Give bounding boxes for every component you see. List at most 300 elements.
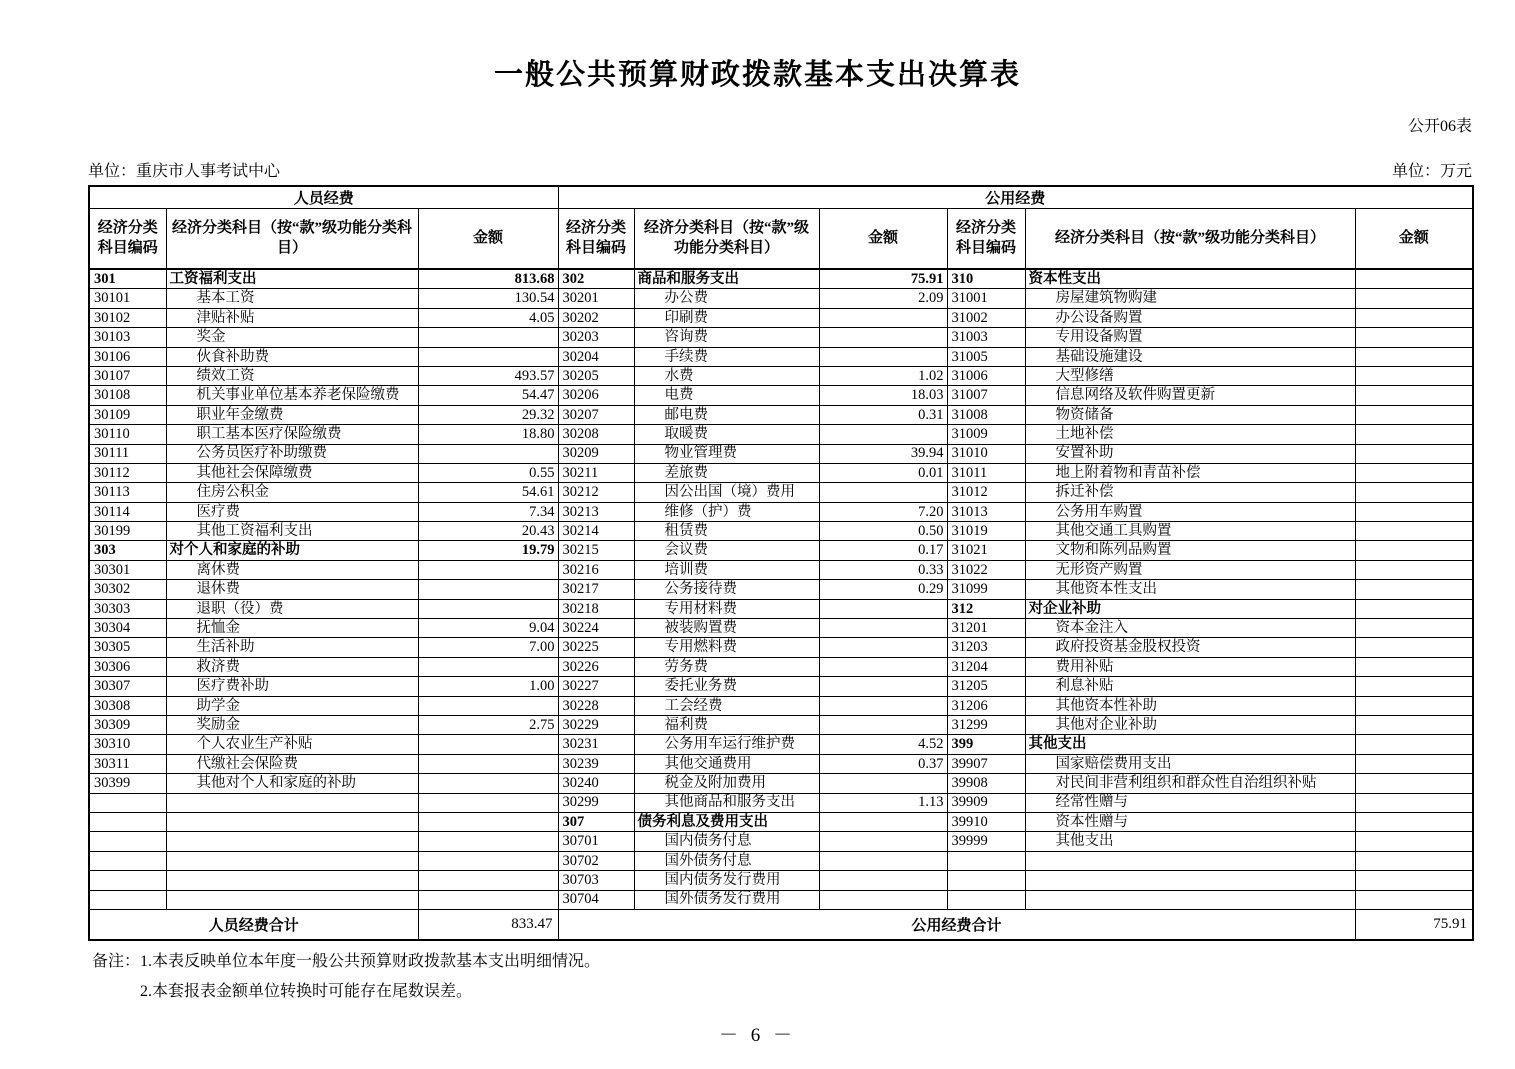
- amount-cell: 29.32: [418, 405, 558, 424]
- amount-cell: [1355, 347, 1473, 366]
- code-cell: 30399: [89, 774, 166, 793]
- amount-cell: [1355, 405, 1473, 424]
- table-row: [89, 619, 1473, 638]
- subject-cell: 公务用车购置: [1025, 502, 1355, 521]
- amount-cell: [819, 890, 947, 909]
- amount-cell: 39.94: [819, 444, 947, 463]
- amount-cell: [1355, 463, 1473, 482]
- code-cell: 30225: [558, 638, 634, 657]
- code-cell: 39909: [947, 793, 1025, 812]
- subject-cell: 奖励金: [166, 715, 418, 734]
- amount-cell: [418, 657, 558, 676]
- code-cell: 31010: [947, 444, 1025, 463]
- subject-cell: 其他商品和服务支出: [634, 793, 819, 812]
- amount-cell: [1355, 890, 1473, 909]
- table-row: [89, 328, 1473, 347]
- subject-cell: 经常性赠与: [1025, 793, 1355, 812]
- subject-cell: 资本性赠与: [1025, 812, 1355, 831]
- meta-row: [88, 158, 1472, 181]
- subject-cell: 公务员医疗补助缴费: [166, 444, 418, 463]
- subject-cell: 大型修缮: [1025, 366, 1355, 385]
- subject-cell: 住房公积金: [166, 483, 418, 502]
- code-cell: 31201: [947, 619, 1025, 638]
- subject-cell: 物业管理费: [634, 444, 819, 463]
- amount-cell: [418, 560, 558, 579]
- amount-cell: 19.79: [418, 541, 558, 560]
- table-row: [89, 696, 1473, 715]
- subject-cell: 地上附着物和青苗补偿: [1025, 463, 1355, 482]
- subject-cell: 救济费: [166, 657, 418, 676]
- code-cell: 30240: [558, 774, 634, 793]
- code-cell: 31006: [947, 366, 1025, 385]
- subject-cell: 国外债务付息: [634, 851, 819, 870]
- subject-cell: 医疗费补助: [166, 677, 418, 696]
- page-number: － 6 －: [718, 1025, 796, 1046]
- col-header-amount-1: 金额: [418, 209, 558, 270]
- subject-cell: [166, 832, 418, 851]
- code-cell: 30203: [558, 328, 634, 347]
- amount-cell: 4.05: [418, 308, 558, 327]
- amount-cell: [1355, 366, 1473, 385]
- subject-cell: 生活补助: [166, 638, 418, 657]
- subject-cell: 安置补助: [1025, 444, 1355, 463]
- table-row: [89, 425, 1473, 444]
- amount-cell: 2.75: [418, 715, 558, 734]
- subject-cell: 商品和服务支出: [634, 269, 819, 289]
- subject-cell: 其他对个人和家庭的补助: [166, 774, 418, 793]
- amount-cell: [819, 638, 947, 657]
- code-cell: 31206: [947, 696, 1025, 715]
- code-cell: [947, 890, 1025, 909]
- table-row: [89, 502, 1473, 521]
- amount-cell: [418, 774, 558, 793]
- code-cell: 30201: [558, 289, 634, 308]
- code-cell: 30107: [89, 366, 166, 385]
- amount-cell: [819, 851, 947, 870]
- table-row: [89, 405, 1473, 424]
- amount-cell: 0.29: [819, 580, 947, 599]
- subject-cell: 其他交通工具购置: [1025, 522, 1355, 541]
- code-cell: 30309: [89, 715, 166, 734]
- amount-cell: [418, 347, 558, 366]
- amount-cell: [819, 812, 947, 831]
- code-cell: 30112: [89, 463, 166, 482]
- code-cell: 30109: [89, 405, 166, 424]
- amount-cell: [1355, 502, 1473, 521]
- code-cell: 30229: [558, 715, 634, 734]
- amount-cell: 1.13: [819, 793, 947, 812]
- code-cell: 30114: [89, 502, 166, 521]
- amount-cell: [819, 599, 947, 618]
- amount-cell: 1.02: [819, 366, 947, 385]
- table-row: [89, 890, 1473, 909]
- code-cell: 30228: [558, 696, 634, 715]
- amount-cell: [1355, 541, 1473, 560]
- table-row: [89, 463, 1473, 482]
- subject-cell: 其他工资福利支出: [166, 522, 418, 541]
- code-cell: 30209: [558, 444, 634, 463]
- code-cell: 30701: [558, 832, 634, 851]
- subject-cell: 其他资本性支出: [1025, 580, 1355, 599]
- col-header-name-2: 经济分类科目（按“款”级功能分类科目）: [634, 209, 819, 270]
- subject-cell: 其他资本性补助: [1025, 696, 1355, 715]
- amount-cell: [418, 754, 558, 773]
- amount-cell: [418, 599, 558, 618]
- table-body: [89, 269, 1473, 909]
- code-cell: [89, 890, 166, 909]
- public-total-label: 公用经费合计: [558, 909, 1355, 940]
- amount-cell: [1355, 522, 1473, 541]
- table-row: [89, 289, 1473, 308]
- subject-cell: 退职（役）费: [166, 599, 418, 618]
- personnel-total-label: 人员经费合计: [89, 909, 418, 940]
- amount-cell: [1355, 657, 1473, 676]
- amount-cell: 130.54: [418, 289, 558, 308]
- amount-cell: 0.17: [819, 541, 947, 560]
- subject-cell: 咨询费: [634, 328, 819, 347]
- subject-cell: 被装购置费: [634, 619, 819, 638]
- code-cell: 31299: [947, 715, 1025, 734]
- code-cell: 30111: [89, 444, 166, 463]
- code-cell: 30305: [89, 638, 166, 657]
- subject-cell: 维修（护）费: [634, 502, 819, 521]
- subject-cell: 无形资产购置: [1025, 560, 1355, 579]
- code-cell: 39907: [947, 754, 1025, 773]
- subject-cell: 专用设备购置: [1025, 328, 1355, 347]
- code-cell: 30304: [89, 619, 166, 638]
- subject-cell: 邮电费: [634, 405, 819, 424]
- subject-cell: 差旅费: [634, 463, 819, 482]
- amount-cell: 0.31: [819, 405, 947, 424]
- amount-cell: 493.57: [418, 366, 558, 385]
- table-row: [89, 832, 1473, 851]
- table-row: [89, 812, 1473, 831]
- amount-cell: [819, 657, 947, 676]
- code-cell: 302: [558, 269, 634, 289]
- subject-cell: 职工基本医疗保险缴费: [166, 425, 418, 444]
- subject-cell: 离休费: [166, 560, 418, 579]
- amount-cell: [1355, 328, 1473, 347]
- subject-cell: 基础设施建设: [1025, 347, 1355, 366]
- note-line-2: 2.本套报表金额单位转换时可能存在尾数误差。: [140, 982, 473, 1000]
- table-row: [89, 715, 1473, 734]
- code-cell: 30106: [89, 347, 166, 366]
- code-cell: 30239: [558, 754, 634, 773]
- amount-cell: [1355, 444, 1473, 463]
- amount-cell: [1355, 483, 1473, 502]
- subject-cell: 电费: [634, 386, 819, 405]
- subject-cell: 公务接待费: [634, 580, 819, 599]
- code-cell: 30307: [89, 677, 166, 696]
- subject-cell: 对个人和家庭的补助: [166, 541, 418, 560]
- amount-cell: 7.34: [418, 502, 558, 521]
- amount-cell: 0.50: [819, 522, 947, 541]
- code-cell: 30214: [558, 522, 634, 541]
- code-cell: 30231: [558, 735, 634, 754]
- amount-cell: [1355, 308, 1473, 327]
- amount-cell: [819, 328, 947, 347]
- amount-cell: [819, 832, 947, 851]
- subject-cell: 取暖费: [634, 425, 819, 444]
- amount-cell: [418, 890, 558, 909]
- subject-cell: [166, 812, 418, 831]
- code-cell: 31203: [947, 638, 1025, 657]
- amount-cell: 2.09: [819, 289, 947, 308]
- code-cell: [947, 871, 1025, 890]
- subject-cell: 其他对企业补助: [1025, 715, 1355, 734]
- code-cell: 30204: [558, 347, 634, 366]
- subject-cell: 债务利息及费用支出: [634, 812, 819, 831]
- code-cell: 30207: [558, 405, 634, 424]
- subject-cell: 因公出国（境）费用: [634, 483, 819, 502]
- code-cell: 30217: [558, 580, 634, 599]
- code-cell: 31099: [947, 580, 1025, 599]
- subject-cell: 助学金: [166, 696, 418, 715]
- code-cell: 31011: [947, 463, 1025, 482]
- code-cell: 30103: [89, 328, 166, 347]
- table-row: [89, 444, 1473, 463]
- group-header-public: 公用经费: [558, 186, 1473, 209]
- col-header-name-1: 经济分类科目（按“款”级功能分类科目）: [166, 209, 418, 270]
- column-header-row: [89, 209, 1473, 270]
- col-header-code-3: 经济分类科目编码: [947, 209, 1025, 270]
- amount-cell: 54.47: [418, 386, 558, 405]
- subject-cell: 代缴社会保险费: [166, 754, 418, 773]
- subject-cell: 国内债务付息: [634, 832, 819, 851]
- table-row: [89, 774, 1473, 793]
- code-cell: [89, 832, 166, 851]
- code-cell: 31008: [947, 405, 1025, 424]
- expenditure-table: [88, 185, 1474, 941]
- amount-cell: [819, 871, 947, 890]
- amount-cell: [1355, 580, 1473, 599]
- table-row: [89, 754, 1473, 773]
- subject-cell: [166, 793, 418, 812]
- table-row: [89, 541, 1473, 560]
- code-cell: 31003: [947, 328, 1025, 347]
- amount-cell: [1355, 812, 1473, 831]
- code-cell: 30211: [558, 463, 634, 482]
- table-row: [89, 735, 1473, 754]
- code-cell: 30308: [89, 696, 166, 715]
- subject-cell: 其他交通费用: [634, 754, 819, 773]
- subject-cell: 物资储备: [1025, 405, 1355, 424]
- code-cell: 30302: [89, 580, 166, 599]
- code-cell: [89, 812, 166, 831]
- table-row: [89, 386, 1473, 405]
- code-cell: 30218: [558, 599, 634, 618]
- code-cell: [89, 851, 166, 870]
- table-row: [89, 580, 1473, 599]
- code-cell: 30108: [89, 386, 166, 405]
- amount-cell: [418, 832, 558, 851]
- code-cell: 30216: [558, 560, 634, 579]
- public-total-amount: 75.91: [1355, 909, 1473, 940]
- amount-cell: [1355, 754, 1473, 773]
- code-cell: 39910: [947, 812, 1025, 831]
- code-cell: 31022: [947, 560, 1025, 579]
- subject-cell: 福利费: [634, 715, 819, 734]
- subject-cell: [1025, 871, 1355, 890]
- code-cell: 399: [947, 735, 1025, 754]
- amount-cell: [418, 735, 558, 754]
- amount-cell: [819, 347, 947, 366]
- subject-cell: 培训费: [634, 560, 819, 579]
- amount-cell: 9.04: [418, 619, 558, 638]
- unit-currency: 单位：万元: [1391, 163, 1472, 180]
- totals-row: [89, 909, 1473, 940]
- table-row: [89, 522, 1473, 541]
- amount-cell: [418, 580, 558, 599]
- code-cell: 307: [558, 812, 634, 831]
- subject-cell: [1025, 851, 1355, 870]
- subject-cell: 医疗费: [166, 502, 418, 521]
- subject-cell: 国外债务发行费用: [634, 890, 819, 909]
- subject-cell: 个人农业生产补贴: [166, 735, 418, 754]
- amount-cell: [819, 425, 947, 444]
- code-cell: [89, 871, 166, 890]
- subject-cell: 租赁费: [634, 522, 819, 541]
- subject-cell: 其他社会保障缴费: [166, 463, 418, 482]
- amount-cell: [418, 851, 558, 870]
- subject-cell: 对民间非营利组织和群众性自治组织补贴: [1025, 774, 1355, 793]
- amount-cell: [1355, 638, 1473, 657]
- subject-cell: 公务用车运行维护费: [634, 735, 819, 754]
- unit-name: 单位：重庆市人事考试中心: [88, 163, 281, 180]
- subject-cell: 委托业务费: [634, 677, 819, 696]
- amount-cell: [1355, 851, 1473, 870]
- subject-cell: 拆迁补偿: [1025, 483, 1355, 502]
- subject-cell: 文物和陈列品购置: [1025, 541, 1355, 560]
- subject-cell: 退休费: [166, 580, 418, 599]
- subject-cell: 办公费: [634, 289, 819, 308]
- amount-cell: 0.55: [418, 463, 558, 482]
- code-cell: 30301: [89, 560, 166, 579]
- amount-cell: [819, 483, 947, 502]
- code-cell: 30306: [89, 657, 166, 676]
- amount-cell: [819, 619, 947, 638]
- table-row: [89, 269, 1473, 289]
- code-cell: 30215: [558, 541, 634, 560]
- amount-cell: 0.33: [819, 560, 947, 579]
- subject-cell: 其他支出: [1025, 735, 1355, 754]
- subject-cell: 工资福利支出: [166, 269, 418, 289]
- code-cell: 30311: [89, 754, 166, 773]
- code-cell: 30110: [89, 425, 166, 444]
- subject-cell: 政府投资基金股权投资: [1025, 638, 1355, 657]
- subject-cell: 水费: [634, 366, 819, 385]
- col-header-amount-3: 金额: [1355, 209, 1473, 270]
- amount-cell: 54.61: [418, 483, 558, 502]
- amount-cell: [1355, 871, 1473, 890]
- table-row: [89, 677, 1473, 696]
- code-cell: 30702: [558, 851, 634, 870]
- code-cell: 30102: [89, 308, 166, 327]
- amount-cell: [819, 715, 947, 734]
- code-cell: 31012: [947, 483, 1025, 502]
- code-cell: 31013: [947, 502, 1025, 521]
- amount-cell: [819, 774, 947, 793]
- table-row: [89, 308, 1473, 327]
- amount-cell: [418, 871, 558, 890]
- table-row: [89, 851, 1473, 870]
- table-row: [89, 347, 1473, 366]
- code-cell: 31005: [947, 347, 1025, 366]
- notes-label: 备注：: [92, 952, 141, 970]
- code-cell: 301: [89, 269, 166, 289]
- amount-cell: [418, 793, 558, 812]
- code-cell: 30303: [89, 599, 166, 618]
- subject-cell: 职业年金缴费: [166, 405, 418, 424]
- amount-cell: 813.68: [418, 269, 558, 289]
- code-cell: 30212: [558, 483, 634, 502]
- code-cell: 30213: [558, 502, 634, 521]
- table-row: [89, 483, 1473, 502]
- amount-cell: [1355, 560, 1473, 579]
- subject-cell: 费用补贴: [1025, 657, 1355, 676]
- amount-cell: [1355, 269, 1473, 289]
- subject-cell: 税金及附加费用: [634, 774, 819, 793]
- subject-cell: 资本金注入: [1025, 619, 1355, 638]
- code-cell: 30227: [558, 677, 634, 696]
- code-cell: 30199: [89, 522, 166, 541]
- group-header-personnel: 人员经费: [89, 186, 558, 209]
- amount-cell: [1355, 774, 1473, 793]
- code-cell: 30205: [558, 366, 634, 385]
- amount-cell: 1.00: [418, 677, 558, 696]
- amount-cell: [819, 308, 947, 327]
- code-cell: 31007: [947, 386, 1025, 405]
- table-row: [89, 560, 1473, 579]
- subject-cell: 对企业补助: [1025, 599, 1355, 618]
- amount-cell: 18.80: [418, 425, 558, 444]
- code-cell: 31009: [947, 425, 1025, 444]
- amount-cell: [1355, 715, 1473, 734]
- amount-cell: 20.43: [418, 522, 558, 541]
- subject-cell: 伙食补助费: [166, 347, 418, 366]
- col-header-code-1: 经济分类科目编码: [89, 209, 166, 270]
- notes-block: [92, 952, 1515, 1012]
- subject-cell: 国家赔偿费用支出: [1025, 754, 1355, 773]
- col-header-name-3: 经济分类科目（按“款”级功能分类科目）: [1025, 209, 1355, 270]
- code-cell: [947, 851, 1025, 870]
- subject-cell: [1025, 890, 1355, 909]
- subject-cell: [166, 890, 418, 909]
- col-header-code-2: 经济分类科目编码: [558, 209, 634, 270]
- amount-cell: [418, 812, 558, 831]
- code-cell: 39908: [947, 774, 1025, 793]
- code-cell: 31021: [947, 541, 1025, 560]
- code-cell: 30113: [89, 483, 166, 502]
- code-cell: [89, 793, 166, 812]
- code-cell: 30226: [558, 657, 634, 676]
- subject-cell: 工会经费: [634, 696, 819, 715]
- amount-cell: [819, 696, 947, 715]
- code-cell: 31019: [947, 522, 1025, 541]
- page-title: 一般公共预算财政拨款基本支出决算表: [493, 59, 1021, 91]
- subject-cell: 房屋建筑物购建: [1025, 289, 1355, 308]
- code-cell: 30202: [558, 308, 634, 327]
- subject-cell: 基本工资: [166, 289, 418, 308]
- code-cell: 31002: [947, 308, 1025, 327]
- subject-cell: 绩效工资: [166, 366, 418, 385]
- code-cell: 30310: [89, 735, 166, 754]
- table-row: [89, 599, 1473, 618]
- subject-cell: 其他支出: [1025, 832, 1355, 851]
- subject-cell: 国内债务发行费用: [634, 871, 819, 890]
- group-header-row: [89, 186, 1473, 209]
- amount-cell: [819, 677, 947, 696]
